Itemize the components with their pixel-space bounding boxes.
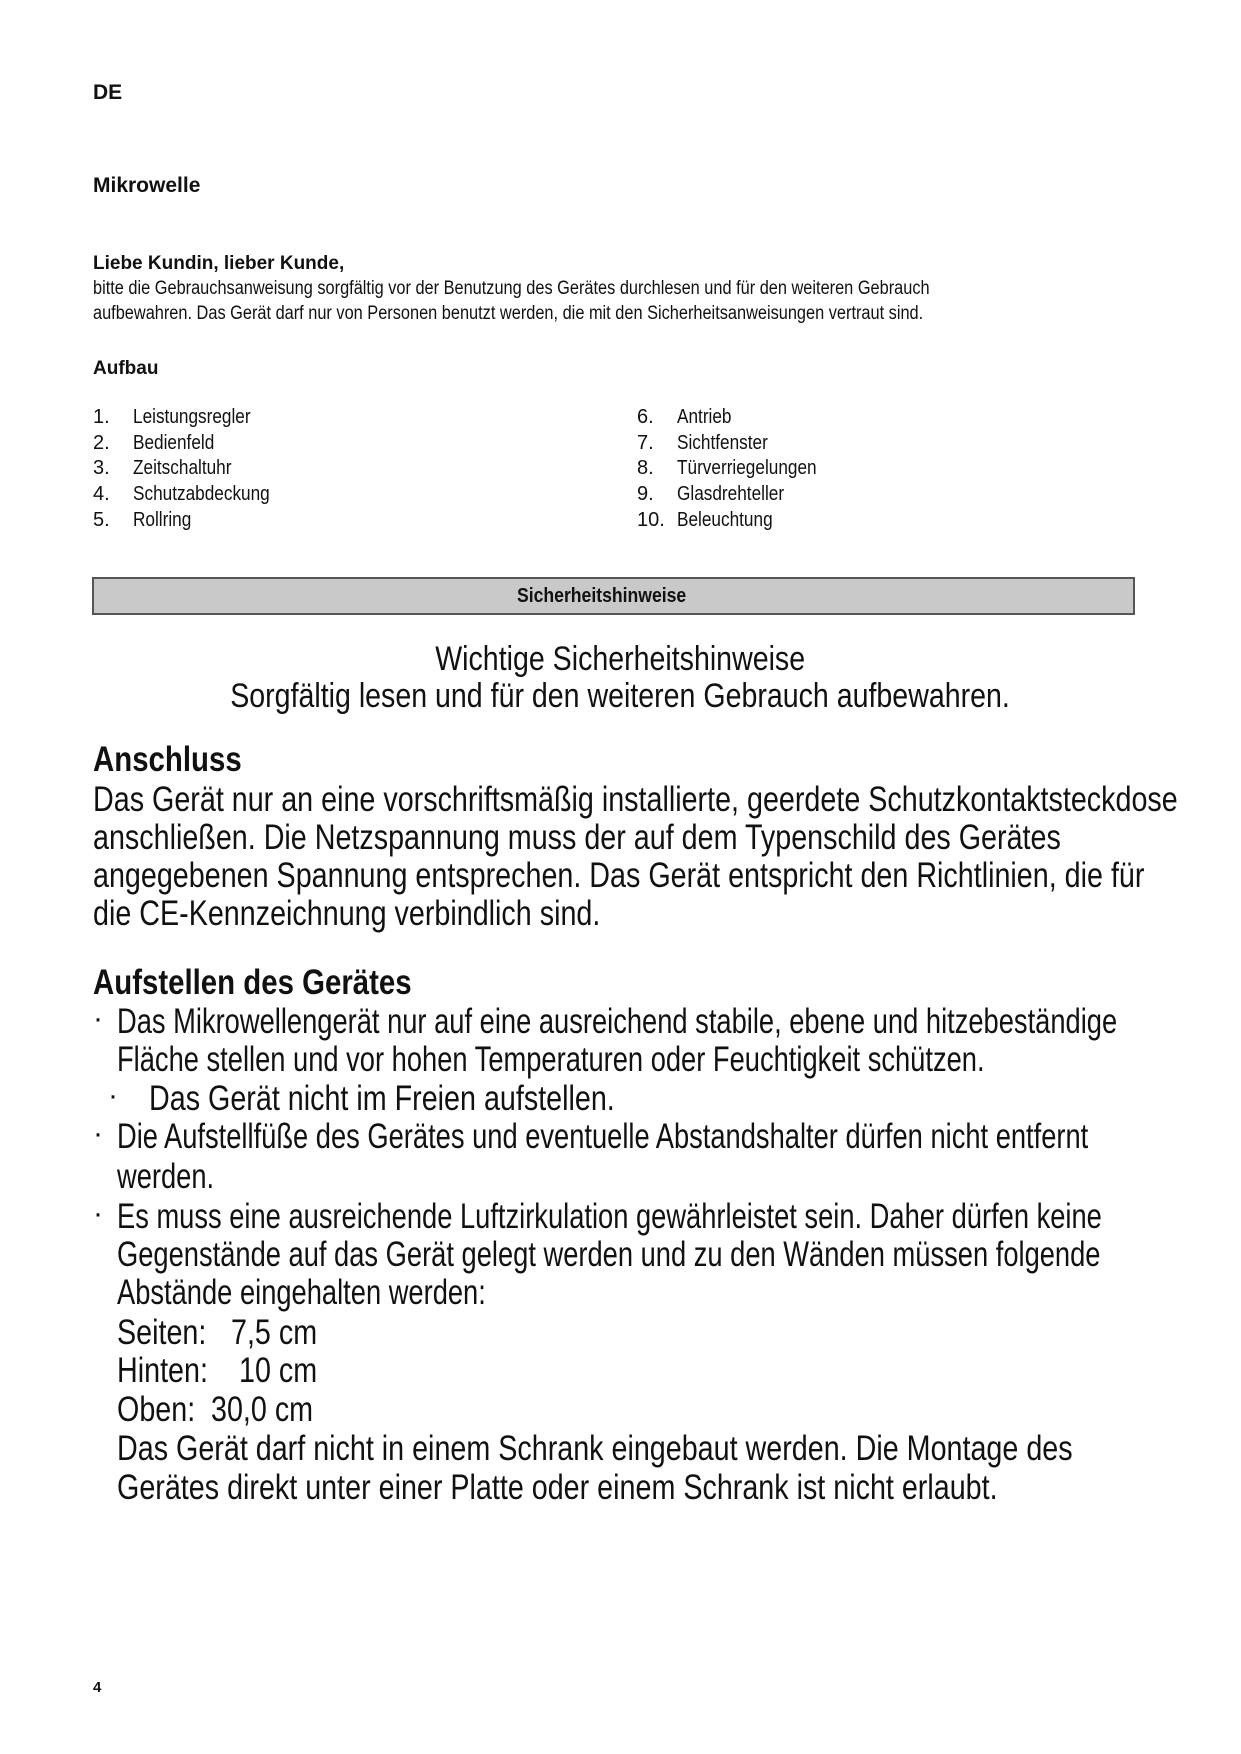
- list-item: [93, 507, 292, 533]
- bullet-line: [117, 1197, 1241, 1237]
- bullet-text: Gegenstände auf das Gerät gelegt werden und zu den Wänden müssen folgende: [117, 1235, 1101, 1274]
- bullet-line: [149, 1079, 717, 1119]
- item-number: 5.: [93, 508, 110, 531]
- item-number: 1.: [93, 406, 110, 429]
- paragraph-line: [117, 1429, 1241, 1469]
- warning-title-text: Wichtige Sicherheitshinweise: [435, 640, 806, 678]
- bullet-line: [117, 1117, 1241, 1157]
- intro-text: aufbewahren. Das Gerät darf nur von Personen benutzt werden, die mit den Sicherheitsanweisungen vertraut sind.: [93, 303, 924, 324]
- item-label: Beleuchtung: [677, 508, 773, 531]
- distance-label: Hinten:: [117, 1351, 208, 1390]
- list-item: [93, 405, 292, 431]
- item-label: Schutzabdeckung: [133, 483, 270, 506]
- list-item: [637, 507, 839, 533]
- document-title: Mikrowelle: [93, 174, 201, 197]
- section-heading-aufstellen: [93, 963, 472, 1003]
- bullet-text: Das Mikrowellengerät nur auf eine ausreichend stabile, ebene und hitzebeständige: [117, 1002, 1118, 1041]
- list-item: [93, 482, 292, 508]
- item-number: 6.: [637, 406, 654, 429]
- distance-row: [117, 1313, 226, 1353]
- intro-line: [93, 278, 1066, 300]
- distance-row: [117, 1351, 228, 1391]
- paragraph-text: Das Gerät darf nicht in einem Schrank eingebaut werden. Die Montage des: [117, 1429, 1073, 1468]
- item-number: 7.: [637, 431, 654, 454]
- bullet-text: Die Aufstellfüße des Gerätes und eventuelle Abstandshalter dürfen nicht entfernt: [117, 1117, 1089, 1156]
- bullet-text: Es muss eine ausreichende Luftzirkulation gewährleistet sein. Daher dürfen keine: [117, 1197, 1102, 1236]
- paragraph-text: anschließen. Die Netzspannung muss der auf dem Typenschild des Gerätes: [93, 818, 1061, 857]
- bullet-line: [117, 1040, 1229, 1080]
- bullet-text: werden.: [117, 1157, 215, 1196]
- bullet-icon: ·: [93, 1197, 103, 1230]
- item-number: 2.: [93, 431, 110, 454]
- item-label: Bedienfeld: [133, 431, 215, 454]
- distance-row: [211, 1390, 336, 1430]
- parts-list-right: [637, 405, 839, 533]
- distance-value: 30,0 cm: [211, 1390, 314, 1429]
- paragraph-text: Gerätes direkt unter einer Platte oder einem Schrank ist nicht erlaubt.: [117, 1468, 998, 1507]
- list-item: [637, 431, 839, 457]
- item-number: 3.: [93, 457, 110, 480]
- list-item: [637, 405, 839, 431]
- greeting: Liebe Kundin, lieber Kunde,: [93, 253, 345, 274]
- item-label: Sichtfenster: [677, 431, 768, 454]
- bullet-line: [117, 1235, 1241, 1275]
- item-label: Türverriegelungen: [677, 457, 817, 480]
- distance-row: [117, 1390, 212, 1430]
- warning-subtitle-text: Sorgfältig lesen und für den weiteren Gebrauch aufbewahren.: [230, 677, 1011, 715]
- bullet-text: Abstände eingehalten werden:: [117, 1273, 486, 1312]
- item-label: Antrieb: [677, 406, 732, 429]
- intro-line: [93, 303, 1058, 325]
- bullet-line: [117, 1273, 590, 1313]
- parts-list-left: [93, 405, 292, 533]
- item-label: Zeitschaltuhr: [133, 457, 232, 480]
- bullet-line: [117, 1002, 1241, 1042]
- intro-text: bitte die Gebrauchsanweisung sorgfältig vor der Benutzung des Gerätes durchlesen und für den weiteren Gebrauch: [93, 278, 930, 299]
- distance-row: [231, 1313, 336, 1353]
- paragraph-text: die CE-Kennzeichnung verbindlich sind.: [93, 894, 601, 933]
- paragraph-line: [93, 894, 712, 934]
- item-label: Glasdrehteller: [677, 483, 785, 506]
- list-item: [637, 482, 839, 508]
- item-number: 4.: [93, 483, 110, 506]
- bullet-icon: ·: [93, 1117, 103, 1150]
- bullet-text: Das Gerät nicht im Freien aufstellen.: [149, 1079, 615, 1118]
- heading-text: Anschluss: [93, 740, 242, 779]
- distance-value: 7,5 cm: [231, 1313, 318, 1352]
- item-label: Rollring: [133, 508, 192, 531]
- item-number: 10.: [637, 508, 665, 531]
- list-item: [93, 431, 292, 457]
- banner-text: Sicherheitshinweise: [517, 584, 687, 607]
- distance-row: [239, 1351, 334, 1391]
- paragraph-text: angegebenen Spannung entsprechen. Das Gerät entspricht den Richtlinien, die für: [93, 856, 1145, 895]
- section-banner: [92, 577, 1135, 615]
- section-heading-anschluss: [93, 740, 270, 780]
- warning-subtitle: [0, 677, 1241, 716]
- warning-title: [0, 640, 1241, 679]
- distance-value: 10 cm: [239, 1351, 318, 1390]
- distance-label: Seiten:: [117, 1313, 207, 1352]
- list-item: [93, 456, 292, 482]
- distance-label: Oben:: [117, 1390, 196, 1429]
- language-label: DE: [93, 81, 123, 104]
- bullet-icon: ·: [93, 1002, 103, 1035]
- paragraph-line: [117, 1468, 1191, 1508]
- item-label: Leistungsregler: [133, 406, 251, 429]
- item-number: 9.: [637, 483, 654, 506]
- bullet-text: Fläche stellen und vor hohen Temperaturen oder Feuchtigkeit schützen.: [117, 1040, 985, 1079]
- heading-text: Aufstellen des Gerätes: [93, 963, 412, 1002]
- bullet-icon: ·: [108, 1079, 118, 1112]
- paragraph-line: [93, 780, 1241, 820]
- paragraph-text: Das Gerät nur an eine vorschriftsmäßig installierte, geerdete Schutzkontaktsteckdose: [93, 780, 1178, 819]
- paragraph-line: [93, 818, 1241, 858]
- page-number: 4: [93, 1679, 102, 1696]
- item-number: 8.: [637, 457, 654, 480]
- list-item: [637, 456, 839, 482]
- paragraph-line: [93, 856, 1241, 896]
- bullet-line: [117, 1157, 242, 1197]
- aufbau-heading: Aufbau: [93, 358, 159, 379]
